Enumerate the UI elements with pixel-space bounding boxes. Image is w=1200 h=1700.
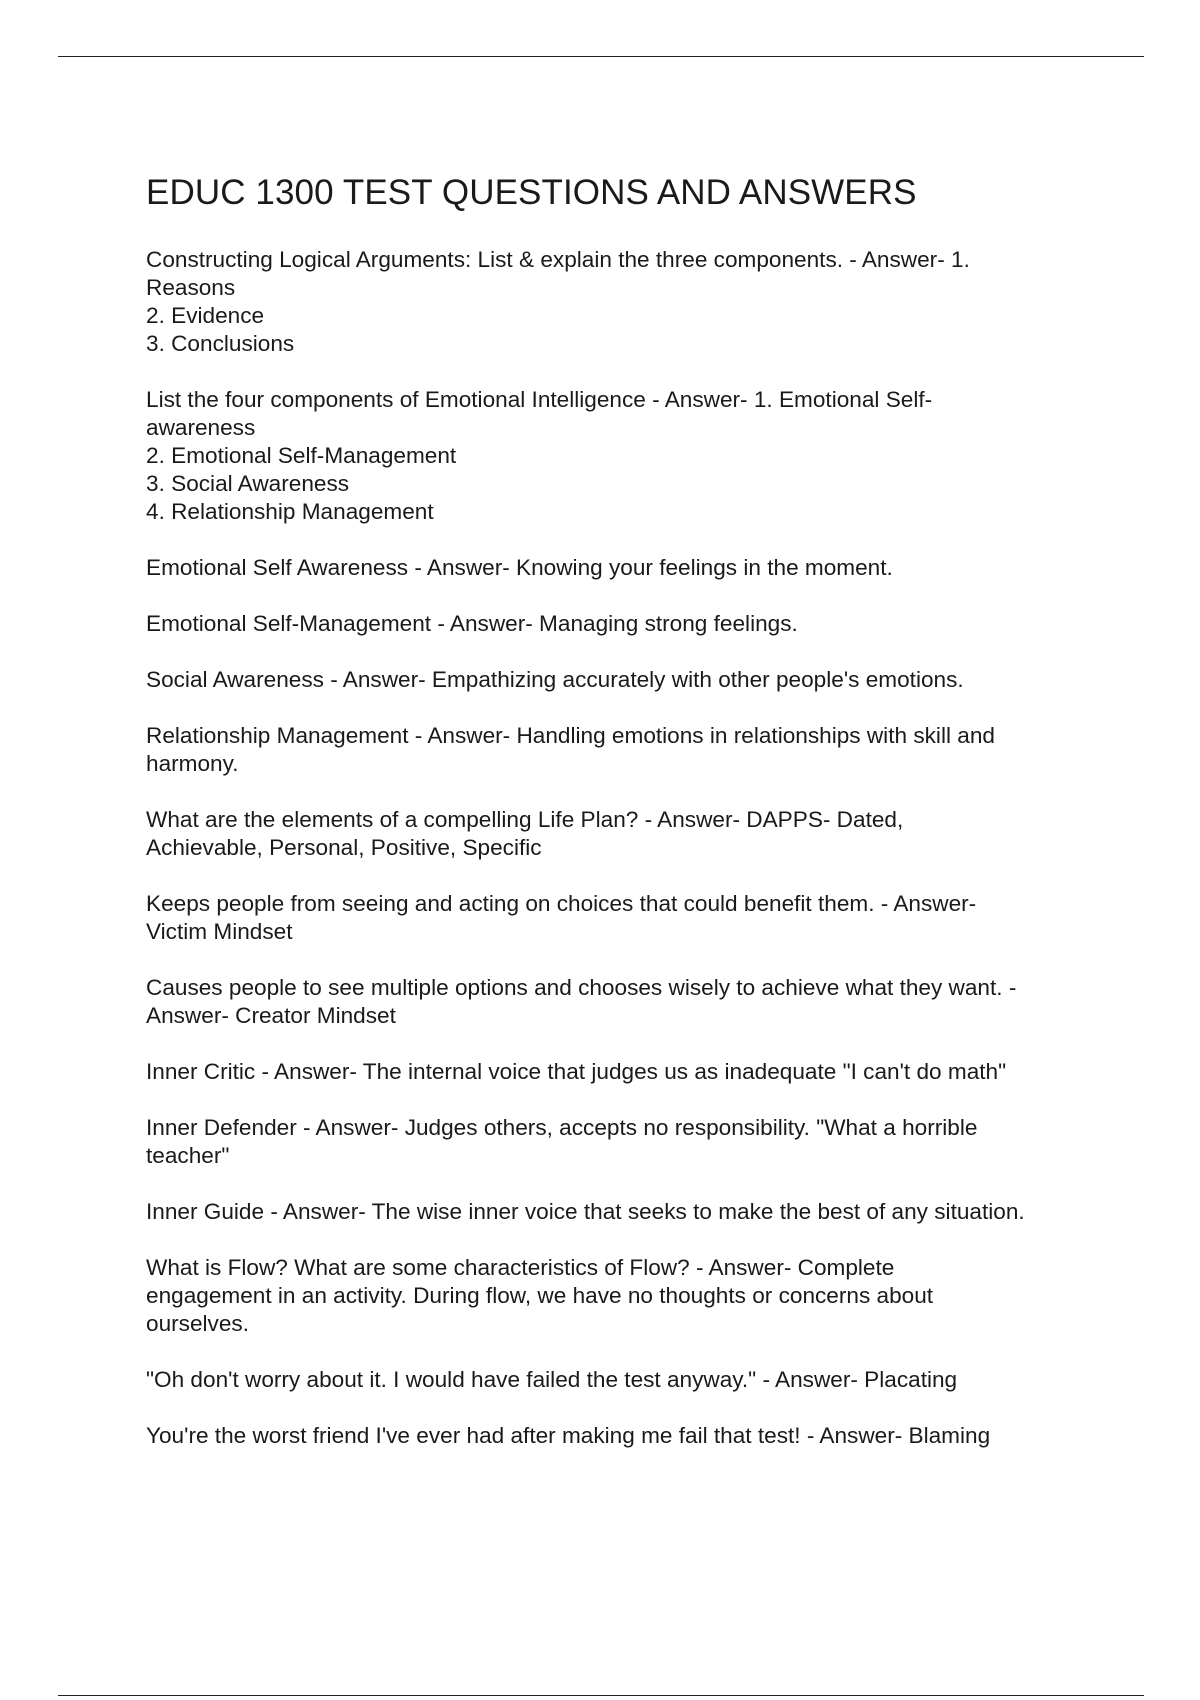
qa-line: Answer- Creator Mindset [146,1003,396,1028]
qa-line: Constructing Logical Arguments: List & explain the three components. - Answer- 1. [146,247,970,272]
qa-line: Victim Mindset [146,919,293,944]
qa-item [146,722,1096,778]
qa-line: ourselves. [146,1311,249,1336]
qa-item [146,1114,1096,1170]
qa-list [146,246,1096,1450]
qa-line: 2. Evidence [146,303,265,328]
qa-line: "Oh don't worry about it. I would have failed the test anyway." - Answer- Placating [146,1367,958,1392]
qa-item [146,1422,1096,1450]
qa-line: awareness [146,415,256,440]
qa-line: Relationship Management - Answer- Handling emotions in relationships with skill and [146,723,995,748]
qa-line: engagement in an activity. During flow, we have no thoughts or concerns about [146,1283,934,1308]
qa-item [146,666,1096,694]
qa-line: Inner Guide - Answer- The wise inner voice that seeks to make the best of any situation. [146,1199,1025,1224]
qa-line: Emotional Self Awareness - Answer- Knowing your feelings in the moment. [146,555,893,580]
qa-line: Social Awareness - Answer- Empathizing accurately with other people's emotions. [146,667,964,692]
qa-item [146,890,1096,946]
qa-line: Reasons [146,275,236,300]
bottom-rule [58,1695,1144,1696]
qa-item [146,974,1096,1030]
qa-line: 3. Conclusions [146,331,295,356]
qa-line: Causes people to see multiple options and chooses wisely to achieve what they want. - [146,975,1017,1000]
qa-line: Inner Defender - Answer- Judges others, accepts no responsibility. "What a horrible [146,1115,978,1140]
qa-line: Achievable, Personal, Positive, Specific [146,835,542,860]
qa-item [146,1198,1096,1226]
qa-line: 3. Social Awareness [146,471,350,496]
document-title: EDUC 1300 TEST QUESTIONS AND ANSWERS [146,173,917,212]
document-body [146,170,1096,1478]
qa-item [146,1254,1096,1338]
qa-line: Inner Critic - Answer- The internal voice that judges us as inadequate "I can't do math" [146,1059,1007,1084]
qa-item [146,806,1096,862]
qa-line: teacher" [146,1143,230,1168]
qa-item [146,1058,1096,1086]
qa-line: 2. Emotional Self-Management [146,443,457,468]
qa-line: What are the elements of a compelling Life Plan? - Answer- DAPPS- Dated, [146,807,904,832]
qa-line: harmony. [146,751,239,776]
top-rule [58,56,1144,57]
qa-item [146,1366,1096,1394]
qa-item [146,554,1096,582]
qa-line: List the four components of Emotional Intelligence - Answer- 1. Emotional Self- [146,387,933,412]
qa-item [146,610,1096,638]
qa-line: Keeps people from seeing and acting on choices that could benefit them. - Answer- [146,891,977,916]
qa-line: You're the worst friend I've ever had after making me fail that test! - Answer- Blaming [146,1423,991,1448]
qa-line: What is Flow? What are some characteristics of Flow? - Answer- Complete [146,1255,895,1280]
qa-item [146,386,1096,526]
qa-line: 4. Relationship Management [146,499,434,524]
qa-item [146,246,1096,358]
qa-line: Emotional Self-Management - Answer- Managing strong feelings. [146,611,798,636]
